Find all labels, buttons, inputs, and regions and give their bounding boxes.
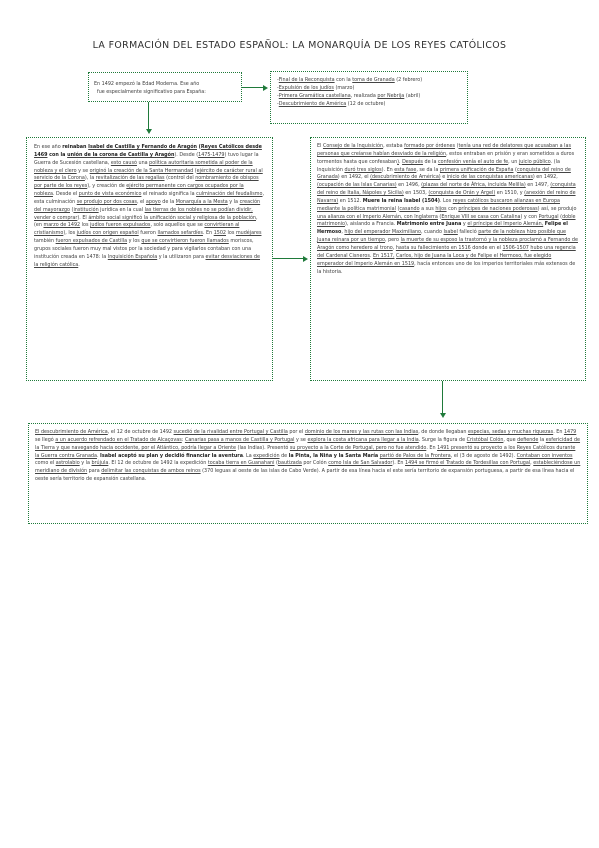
text-segment: , (392, 244, 396, 251)
text-segment: el reinado significa la (141, 191, 197, 198)
text-segment: En ese año (34, 144, 63, 150)
text-segment: . (96, 452, 101, 459)
text-segment: duró tres siglos (344, 166, 382, 173)
text-segment: reyes católicos buscaron alianzas en Europa mediante la política matrimonial (317, 197, 560, 212)
text-segment: El descubrimiento de América (35, 429, 108, 435)
text-segment: confesión venía el auto de fe (437, 158, 509, 165)
text-segment: , estos entraban en prisión y eran sometidos a duros tormentos hasta que confesaban (317, 150, 575, 165)
text-segment: formado por órdenes (404, 143, 456, 149)
text-segment: se llegó (35, 436, 56, 443)
text-segment: institución (73, 206, 99, 213)
text-segment: (anexión del reino de Navarra) (317, 190, 576, 204)
arrow-down-icon (146, 129, 152, 134)
text-segment: tocaba tierra en Guanahani (207, 460, 275, 467)
inquisition-box (310, 137, 586, 381)
text-segment: . Los (439, 197, 453, 204)
text-segment: su proyecto a la Corte de Portugal, pero no fue atendido (289, 444, 427, 451)
text-segment: en 1510, y (495, 190, 525, 197)
text-segment: Monarquía a la Mesta (175, 198, 228, 205)
text-segment: , hacía entonces uno de los imperios territoriales más extensos de la historia. (317, 260, 576, 275)
text-segment: y se (294, 436, 308, 443)
text-segment: ( (395, 205, 400, 212)
text-segment: , cuando (421, 229, 444, 236)
text-segment: donde en el (470, 244, 503, 251)
text-segment: una alianza con el Imperio Alemán, con Inglaterra (317, 213, 438, 220)
text-segment: ), aislando a Francia. (344, 221, 397, 228)
text-segment: ). El (77, 214, 89, 221)
text-segment: . En (553, 429, 564, 435)
text-segment: a un acuerdo refrendado en el Tratado de Alcaçovas (55, 436, 182, 443)
text-segment: , esta culminación (34, 191, 265, 205)
text-segment: esfericidad de la Tierra y que navegando hacia occidente, por el Atlántico, podría llegar a Oriente (35, 436, 581, 451)
text-segment: Cristóbal Colón (466, 436, 504, 443)
text-segment: brújula (91, 460, 109, 467)
text-segment: tenía una red de delatores que acusaban a las personas que creíanse habían desviado de la religión (317, 143, 572, 157)
text-segment: esto causó (110, 159, 137, 166)
text-segment: ( (193, 167, 197, 174)
text-segment: ejército permanente con cargos ocupados por la nobleza (34, 183, 244, 198)
text-segment: las tierras de los nobles no se podían dividir, vender o comprar (34, 206, 253, 221)
text-segment: judíos con origen español (76, 230, 139, 237)
text-segment: , pero (385, 237, 401, 244)
text-segment: ). En (381, 166, 395, 173)
text-segment: la Pinta, la Niña y la Santa María (288, 452, 379, 459)
events-box (270, 71, 468, 124)
text-segment: en 1512. (338, 197, 363, 204)
text-segment: , (341, 229, 345, 236)
text-segment: a sus (419, 205, 436, 212)
text-segment: de la (422, 158, 438, 165)
text-segment: ) así, se produjo (537, 205, 577, 212)
text-segment: ) y con (520, 213, 539, 220)
inquisition-text (317, 143, 579, 276)
text-segment: (descubrimiento de América) (370, 174, 441, 181)
text-segment: . Surge la figura de (418, 436, 467, 443)
event-item: -Expulsión de los judíos (marzo) (277, 84, 355, 91)
text-segment: ). Desde ( (174, 151, 199, 158)
text-segment: hasta su fallecimiento en 1516 (395, 244, 471, 251)
event-item: -Primera Gramática castellana, realizada por Nebrija (abril) (277, 92, 421, 99)
text-segment: (conquista del reino de Italia, Nápoles y Sicilia) (317, 182, 576, 197)
text-segment: reinaban (62, 144, 89, 150)
text-segment: explora la costa africana para llegar a la India (307, 436, 419, 443)
text-segment: en 1497, (525, 182, 551, 189)
reign-box (26, 137, 273, 381)
connector-line (442, 381, 443, 414)
text-segment: fueron (138, 230, 158, 237)
text-segment: Muere la reina Isabel (1504) (362, 197, 440, 204)
text-segment: también (34, 238, 56, 245)
text-segment: marzo de 1492 (43, 222, 81, 229)
text-segment: los (80, 222, 91, 229)
text-segment: culminación del feudalismo (196, 191, 263, 198)
text-segment: ( (437, 213, 442, 220)
text-segment: punto de vista económico (78, 191, 142, 198)
text-segment: delimitar las conquistas de ambos reinos (101, 468, 201, 475)
event-item: -Final de la Reconquista con la toma de Granada (2 febrero) (277, 77, 423, 83)
text-segment: . Desde el (52, 191, 79, 198)
text-segment: astrolabio (55, 460, 80, 467)
text-segment: . En (202, 230, 214, 237)
text-segment: . En (426, 444, 438, 451)
text-segment: llamados sefardíes (157, 230, 203, 237)
text-segment: ), y creación de (87, 183, 127, 190)
text-segment: , el 12 de octubre de 1492 (107, 429, 174, 435)
text-segment: Portugal (538, 213, 559, 220)
text-segment: dominio de los mares y las rutas con las Indias (304, 429, 419, 435)
text-segment: falleció (457, 229, 479, 236)
text-segment: apoyo (145, 198, 161, 205)
text-segment: ) en 1492, el (337, 174, 371, 181)
text-segment: 1506-1507 (502, 244, 529, 251)
text-segment: , se da la (416, 166, 440, 173)
intro-box (88, 72, 242, 102)
text-segment: Inquisición Española (107, 253, 158, 260)
text-segment: Contaban con inventos (516, 452, 573, 459)
page-title: LA FORMACIÓN DEL ESTADO ESPAÑOL: LA MONARQUÍA DE LOS REYES CATÓLICOS (92, 40, 507, 51)
text-segment: bautizada (277, 460, 302, 467)
text-segment: expedición (253, 452, 280, 459)
text-segment: 1491 presentó su proyecto a los Reyes Católicos durante la Guerra contra Granada (35, 444, 576, 459)
text-segment: sucedió de la rivalidad entre Portugal y Castilla (173, 429, 288, 435)
text-segment: ( (197, 144, 201, 150)
text-segment: hijos (435, 205, 447, 212)
text-segment: revitalización de las regalías (95, 175, 165, 182)
text-segment: ( (558, 213, 563, 220)
text-segment: , estaba (383, 143, 405, 149)
text-segment: . (78, 261, 80, 268)
text-segment: se produjo por dos cosas (76, 198, 137, 205)
text-segment: Felipe el Hermoso (317, 221, 568, 236)
text-segment: (370 leguas al oeste de las islas de Cabo Verde). A partir de esa línea hacia el este sería territorio de expansión portuguesa, a partir de esa línea hacia el oeste sería territorio de expansión castellana. (35, 468, 575, 483)
text-segment: moriscos, grupos sociales fueron muy mal vistos por la sociedad y para vigilarlos contaban con una institución creada en 1478: la (34, 238, 254, 260)
text-segment: , solo aquellos que se (150, 222, 205, 229)
text-segment: , (en (34, 214, 258, 229)
text-segment: con (446, 205, 459, 212)
text-segment: especias, sedas y muchas riquezas (467, 429, 554, 435)
text-segment: ) en 1492, (532, 174, 558, 181)
text-segment: por el (287, 429, 305, 435)
text-segment: ). En (392, 460, 405, 467)
text-segment: primera unificación de España (439, 166, 514, 173)
text-segment: ( (70, 206, 74, 213)
text-segment: ) (397, 158, 399, 165)
text-segment: ( (513, 166, 517, 173)
text-segment: en 1496, (396, 182, 422, 189)
text-segment: Carlos, hijo de Juana la Loca y de Felipe el Hermoso, fue elegido emperador del Imperio Alemán en 1519 (317, 252, 552, 267)
connector-line (273, 258, 304, 259)
text-segment: mudéjares (235, 230, 262, 237)
event-item: -Descubrimiento de América (12 de octubre) (277, 100, 386, 107)
text-segment: la (538, 436, 546, 443)
text-segment: creación del mayorazgo (34, 198, 261, 213)
text-segment: por Colón (301, 460, 329, 467)
text-segment: Isabel de Castilla y Fernando de Aragón (88, 144, 197, 150)
text-segment: (conquista de Orán y Argel) (428, 190, 496, 197)
text-segment: la muerte de su esposo la trastornó y la nobleza proclamó a Fernando de Aragón como heredero al trono (317, 237, 578, 251)
text-segment: como el (35, 460, 56, 467)
text-segment: casando (399, 205, 420, 212)
text-segment: ( (274, 460, 278, 467)
text-segment: Consejo de la Inquisición (322, 143, 384, 149)
reign-text (34, 144, 265, 270)
text-segment: esta fase (394, 166, 417, 173)
text-segment: , el (136, 198, 146, 205)
text-segment: Matrimonio entre Juana (396, 221, 462, 228)
text-segment: . El 12 de octubre de 1492 la expedición (108, 460, 208, 467)
text-segment: para (87, 468, 102, 475)
text-segment: ( (455, 143, 459, 149)
text-segment: y la (79, 460, 92, 467)
text-segment: hubo una regencia del Cardenal Cisneros (317, 244, 576, 259)
text-segment: unión de la corona de Castilla y Aragón (67, 151, 175, 158)
intro-line: fue especialmente significativo para España: (97, 88, 206, 95)
text-segment: que se convirtieron fueron llamados (141, 238, 229, 245)
text-segment: 1494 se firmó el Tratado de Tordesillas con Portugal (405, 460, 531, 467)
text-segment: con la (47, 151, 68, 158)
text-segment: (plazas del norte de África, incluida Melilla) (421, 182, 526, 189)
text-segment: juicio público (518, 158, 551, 165)
text-segment: como Isla de San Salvador (328, 460, 393, 467)
text-segment: , un (508, 158, 519, 165)
text-segment: ), la (84, 175, 96, 182)
text-segment: ), los (63, 230, 77, 237)
text-segment: . La (242, 452, 254, 459)
text-segment: los (226, 230, 236, 237)
discovery-text (35, 429, 581, 484)
text-segment: originó la creación de la Santa Hermandad (89, 167, 194, 174)
arrow-right-icon (263, 85, 268, 91)
text-segment: , de donde llegaban (418, 429, 468, 435)
text-segment: e (440, 174, 447, 181)
arrow-down-icon (440, 413, 446, 418)
text-segment: jurídica en la cual (98, 206, 145, 213)
text-segment: y (461, 221, 468, 228)
text-segment: partió de Palos de la Frontera (379, 452, 451, 459)
text-segment: fueron expulsados de Castilla (55, 238, 128, 245)
text-segment: inicio de las conquistas americanas (446, 174, 533, 181)
text-segment: Reyes Católicos desde 1469 (34, 144, 262, 158)
text-segment: ejército de carácter rural al servicio de la Corona (34, 167, 263, 182)
text-segment: parte de la nobleza hizo posible que Juana reinara por un tiempo (317, 229, 567, 244)
text-segment: convirtieran al cristianismo (34, 222, 240, 237)
arrow-right-icon (303, 256, 308, 262)
text-segment: judíos fueron expulsados (90, 222, 151, 229)
text-segment: En 1517, (372, 252, 395, 259)
text-segment: evitar desviaciones de la religión católica (34, 253, 261, 268)
text-segment: defiende (517, 436, 539, 443)
text-segment: , (530, 460, 534, 467)
text-segment: 1502 (213, 230, 227, 237)
text-segment: en 1503, (403, 190, 429, 197)
text-segment: (ocupación de las Islas Canarias) (317, 182, 397, 189)
text-segment: . (369, 252, 373, 259)
text-segment: de (279, 452, 289, 459)
text-segment: : (181, 436, 185, 443)
text-segment: Isabel (443, 229, 458, 236)
text-segment: el príncipe del Imperio Alemán, (467, 221, 544, 228)
text-segment: 1479 (563, 429, 577, 435)
text-segment: Canarias pasa a manos de Castilla y Portugal (184, 436, 295, 443)
text-segment: hijo del emperador Maximiliano (344, 229, 422, 236)
text-segment: (las Indias). Presentó (236, 444, 290, 451)
text-segment: doble matrimonio (317, 213, 576, 228)
text-segment: de la (160, 198, 176, 205)
text-segment: estableciéndose un meridiano de división (35, 460, 581, 475)
text-segment: nombramiento de obispos por parte de los reyes (34, 175, 259, 190)
text-segment: príncipes de naciones poderosas (458, 205, 538, 212)
text-segment: 1475-1479 (198, 151, 225, 158)
text-segment: ámbito social significó la unificación social y religiosa de la población (88, 214, 256, 221)
text-segment: conquista del reino de Granada (317, 166, 571, 181)
text-segment: Después (402, 158, 423, 165)
text-segment: y la utilizaron para (157, 253, 206, 260)
intro-line: En 1492 empezó la Edad Moderna. Ese año (94, 81, 200, 87)
text-segment: , que (503, 436, 518, 443)
text-segment: y los (127, 238, 142, 245)
text-segment: . (la Inquisición (317, 158, 560, 173)
text-segment: . (398, 158, 403, 165)
text-segment: El (317, 143, 323, 149)
text-segment: (control del (164, 175, 196, 182)
discovery-box (28, 423, 588, 524)
text-segment: Isabel aceptó su plan y decidió financiar la aventura (100, 452, 243, 459)
text-segment: y se (76, 167, 90, 174)
text-segment: , el (3 de agosto de 1492). (450, 452, 517, 459)
connector-line (242, 87, 264, 88)
text-segment: ) tuvo lugar la Guerra de Sucesión castellana, (34, 151, 259, 166)
connector-line (148, 102, 149, 129)
text-segment: y la (227, 198, 240, 205)
text-segment: Enrique VIII se casa con Catalina (441, 213, 521, 220)
text-segment: política autoritaria sometida al poder de la nobleza y el clero (34, 159, 253, 174)
text-segment: una (136, 159, 150, 166)
